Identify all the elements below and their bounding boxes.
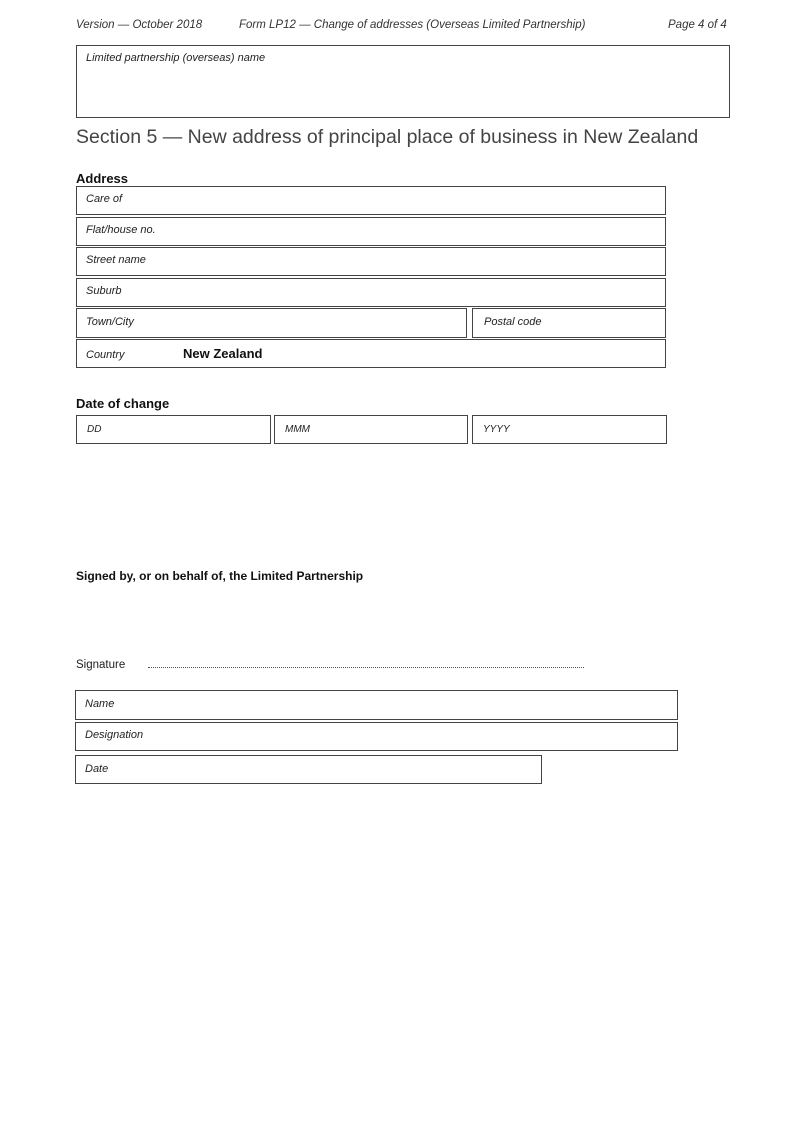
section-5-title: Section 5 — New address of principal place of business in New Zealand [76,126,699,148]
care-of-label: Care of [86,193,123,205]
date-month-field[interactable] [274,415,468,444]
suburb-label: Suburb [86,285,122,297]
designation-field[interactable] [75,722,678,751]
street-name-label: Street name [86,254,146,266]
country-field[interactable] [76,339,666,368]
date-year-label: YYYY [483,424,510,435]
signature-label: Signature [76,659,126,671]
date-of-change-heading: Date of change [76,396,170,411]
date-year-field[interactable] [472,415,667,444]
header-form-title: Form LP12 — Change of addresses (Overseas Limited Partnership) [239,19,586,31]
designation-label: Designation [85,729,144,741]
flat-house-label: Flat/house no. [86,224,156,236]
date-day-label: DD [87,424,102,435]
partnership-name-label: Limited partnership (overseas) name [86,52,266,64]
partnership-name-field[interactable] [76,45,730,118]
suburb-field[interactable] [76,278,666,307]
header-version: Version — October 2018 [76,19,203,31]
signing-date-field[interactable] [75,755,542,784]
country-label: Country [86,349,125,361]
flat-house-field[interactable] [76,217,666,246]
date-month-label: MMM [285,424,310,435]
postal-code-label: Postal code [484,316,542,328]
address-heading: Address [76,171,129,186]
signer-name-label: Name [85,698,115,710]
date-day-field[interactable] [76,415,271,444]
header-page-number: Page 4 of 4 [668,19,727,31]
signer-name-field[interactable] [75,690,678,720]
town-city-label: Town/City [86,316,134,328]
signed-by-heading: Signed by, or on behalf of, the Limited Partnership [76,569,364,583]
street-name-field[interactable] [76,247,666,276]
care-of-field[interactable] [76,186,666,215]
town-city-field[interactable] [76,308,467,338]
postal-code-field[interactable] [472,308,666,338]
country-value: New Zealand [183,346,263,361]
signature-line[interactable] [148,666,584,668]
signing-date-label: Date [85,763,109,775]
